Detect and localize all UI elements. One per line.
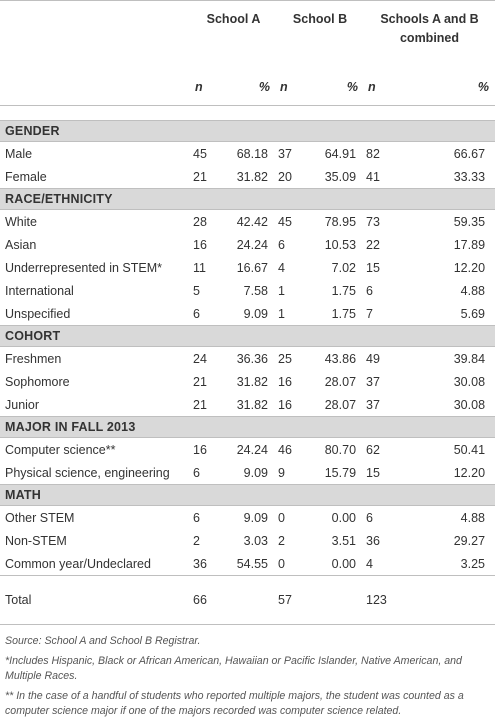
table-footnotes	[0, 625, 495, 720]
school-a-n: 28	[193, 214, 207, 229]
combined-pct: 33.33	[453, 169, 486, 184]
header-school-b: School B	[276, 1, 364, 69]
row-label: Female	[5, 169, 47, 184]
row-label: Underrepresented in STEM*	[5, 260, 163, 275]
table-row	[0, 279, 495, 302]
section-title: MATH	[0, 485, 495, 506]
school-b-n: 4	[278, 260, 285, 275]
school-b-n: 16	[278, 397, 292, 412]
school-a-n: 21	[193, 169, 207, 184]
school-b-n: 46	[278, 442, 292, 457]
school-b-pct: 64.91	[324, 146, 357, 161]
combined-pct: 59.35	[453, 214, 486, 229]
school-b-n: 45	[278, 214, 292, 229]
school-a-pct: 9.09	[243, 306, 268, 321]
combined-n: 6	[366, 283, 373, 298]
total-label: Total	[0, 576, 191, 625]
section-title: MAJOR IN FALL 2013	[0, 417, 495, 438]
header-c-n: n	[364, 68, 398, 106]
school-a-n: 2	[193, 533, 200, 548]
row-label: Freshmen	[5, 351, 62, 366]
header-combined: Schools A and B combined	[364, 1, 495, 69]
school-b-pct: 0.00	[331, 556, 357, 571]
school-a-pct: 24.24	[236, 442, 268, 457]
combined-n: 41	[366, 169, 380, 184]
combined-n: 6	[366, 510, 373, 525]
spacer-cell	[0, 106, 495, 121]
header-blank-2	[0, 68, 191, 106]
total-a-n: 66	[191, 576, 217, 625]
header-row-units	[0, 68, 495, 106]
school-b-pct: 15.79	[324, 465, 357, 480]
table-row	[0, 347, 495, 371]
school-b-pct: 3.51	[331, 533, 357, 548]
school-b-n: 1	[278, 283, 285, 298]
table-row	[0, 506, 495, 530]
school-a-pct: 24.24	[236, 237, 268, 252]
combined-pct: 30.08	[453, 374, 486, 389]
header-row-schools	[0, 1, 495, 69]
table-row	[0, 165, 495, 189]
combined-n: 15	[366, 260, 380, 275]
section-title: RACE/ETHNICITY	[0, 189, 495, 210]
combined-n: 36	[366, 533, 380, 548]
school-b-n: 9	[278, 465, 285, 480]
school-a-pct: 31.82	[236, 169, 268, 184]
school-a-pct: 31.82	[236, 397, 268, 412]
header-school-a: School A	[191, 1, 276, 69]
header-blank	[0, 1, 191, 69]
school-a-pct: 31.82	[236, 374, 268, 389]
row-label: White	[5, 214, 37, 229]
combined-pct: 12.20	[453, 260, 486, 275]
table-row	[0, 461, 495, 485]
total-b-pct-empty	[303, 576, 364, 625]
combined-pct: 4.88	[460, 510, 486, 525]
combined-pct: 5.69	[460, 306, 486, 321]
school-a-pct: 54.55	[236, 556, 268, 571]
header-c-pct: %	[398, 68, 495, 106]
school-b-n: 0	[278, 556, 285, 571]
school-b-n: 37	[278, 146, 292, 161]
school-a-n: 21	[193, 374, 207, 389]
table-row	[0, 142, 495, 166]
section-title: COHORT	[0, 326, 495, 347]
combined-n: 37	[366, 397, 380, 412]
row-label: Unspecified	[5, 306, 71, 321]
table-row	[0, 302, 495, 326]
combined-pct: 4.88	[460, 283, 486, 298]
school-a-n: 16	[193, 237, 207, 252]
school-a-pct: 9.09	[243, 510, 268, 525]
school-a-pct: 36.36	[236, 351, 268, 366]
school-b-n: 25	[278, 351, 292, 366]
school-b-pct: 1.75	[331, 283, 357, 298]
school-b-n: 1	[278, 306, 285, 321]
combined-pct: 29.27	[453, 533, 486, 548]
footnote: Source: School A and School B Registrar.	[5, 635, 201, 647]
school-a-n: 16	[193, 442, 207, 457]
school-a-n: 45	[193, 146, 207, 161]
header-b-pct: %	[303, 68, 364, 106]
combined-pct: 3.25	[460, 556, 486, 571]
school-b-pct: 28.07	[324, 374, 357, 389]
section-title: GENDER	[0, 121, 495, 142]
combined-pct: 17.89	[453, 237, 486, 252]
school-b-n: 16	[278, 374, 292, 389]
school-a-pct: 16.67	[236, 260, 268, 275]
school-a-n: 24	[193, 351, 207, 366]
school-b-pct: 35.09	[324, 169, 357, 184]
school-b-n: 0	[278, 510, 285, 525]
school-b-pct: 78.95	[324, 214, 357, 229]
header-a-pct: %	[217, 68, 276, 106]
header-a-n: n	[191, 68, 217, 106]
combined-n: 73	[366, 214, 380, 229]
combined-n: 22	[366, 237, 380, 252]
combined-pct: 50.41	[453, 442, 486, 457]
school-a-pct: 68.18	[236, 146, 268, 161]
school-b-pct: 0.00	[331, 510, 357, 525]
school-b-pct: 7.02	[331, 260, 357, 275]
table-row	[0, 552, 495, 576]
school-a-n: 6	[193, 465, 200, 480]
total-row	[0, 576, 495, 625]
school-b-pct: 28.07	[324, 397, 357, 412]
combined-n: 82	[366, 146, 380, 161]
school-a-pct: 3.03	[243, 533, 268, 548]
row-label: Computer science**	[5, 442, 116, 457]
school-a-n: 11	[193, 260, 206, 275]
school-a-n: 21	[193, 397, 207, 412]
combined-pct: 66.67	[453, 146, 486, 161]
table-row	[0, 529, 495, 552]
school-a-n: 36	[193, 556, 207, 571]
school-b-pct: 1.75	[331, 306, 357, 321]
total-c-n: 123	[364, 576, 398, 625]
row-label: Sophomore	[5, 374, 70, 389]
footnote: *Includes Hispanic, Black or African American, Hawaiian or Pacific Islander, Native American, and Multiple Races.	[5, 654, 462, 682]
school-b-n: 20	[278, 169, 292, 184]
combined-n: 15	[366, 465, 380, 480]
table-row	[0, 256, 495, 279]
row-label: International	[5, 283, 74, 298]
combined-pct: 39.84	[453, 351, 486, 366]
school-a-pct: 7.58	[243, 283, 268, 298]
school-a-n: 6	[193, 510, 200, 525]
combined-n: 37	[366, 374, 380, 389]
total-b-n: 57	[276, 576, 303, 625]
row-label: Non-STEM	[5, 533, 67, 548]
row-label: Other STEM	[5, 510, 75, 525]
school-a-n: 6	[193, 306, 200, 321]
school-b-n: 6	[278, 237, 285, 252]
total-c-pct-empty	[398, 576, 495, 625]
combined-pct: 12.20	[453, 465, 486, 480]
row-label: Junior	[5, 397, 40, 412]
school-a-pct: 9.09	[243, 465, 268, 480]
school-a-pct: 42.42	[236, 214, 268, 229]
table-row	[0, 233, 495, 256]
school-a-n: 5	[193, 283, 200, 298]
table-row	[0, 370, 495, 393]
table-row	[0, 438, 495, 462]
school-b-n: 2	[278, 533, 285, 548]
table-row	[0, 210, 495, 234]
table-body	[0, 106, 495, 625]
combined-n: 49	[366, 351, 380, 366]
section-header-row	[0, 189, 495, 210]
school-b-pct: 43.86	[324, 351, 357, 366]
school-b-pct: 10.53	[324, 237, 357, 252]
header-b-n: n	[276, 68, 303, 106]
combined-n: 7	[366, 306, 373, 321]
combined-n: 62	[366, 442, 380, 457]
combined-n: 4	[366, 556, 373, 571]
section-header-row	[0, 417, 495, 438]
row-label: Male	[5, 146, 33, 161]
section-header-row	[0, 121, 495, 142]
table-row	[0, 393, 495, 417]
section-header-row	[0, 485, 495, 506]
row-label: Asian	[5, 237, 37, 252]
school-b-pct: 80.70	[324, 442, 357, 457]
section-header-row	[0, 326, 495, 347]
row-label: Common year/Undeclared	[5, 556, 151, 571]
row-label: Physical science, engineering	[5, 465, 170, 480]
footnote: ** In the case of a handful of students who reported multiple majors, the student was counted as a computer science major if one of the majors recorded was computer science related.	[5, 689, 464, 717]
combined-pct: 30.08	[453, 397, 486, 412]
total-a-pct-empty	[217, 576, 276, 625]
spacer-row	[0, 106, 495, 121]
